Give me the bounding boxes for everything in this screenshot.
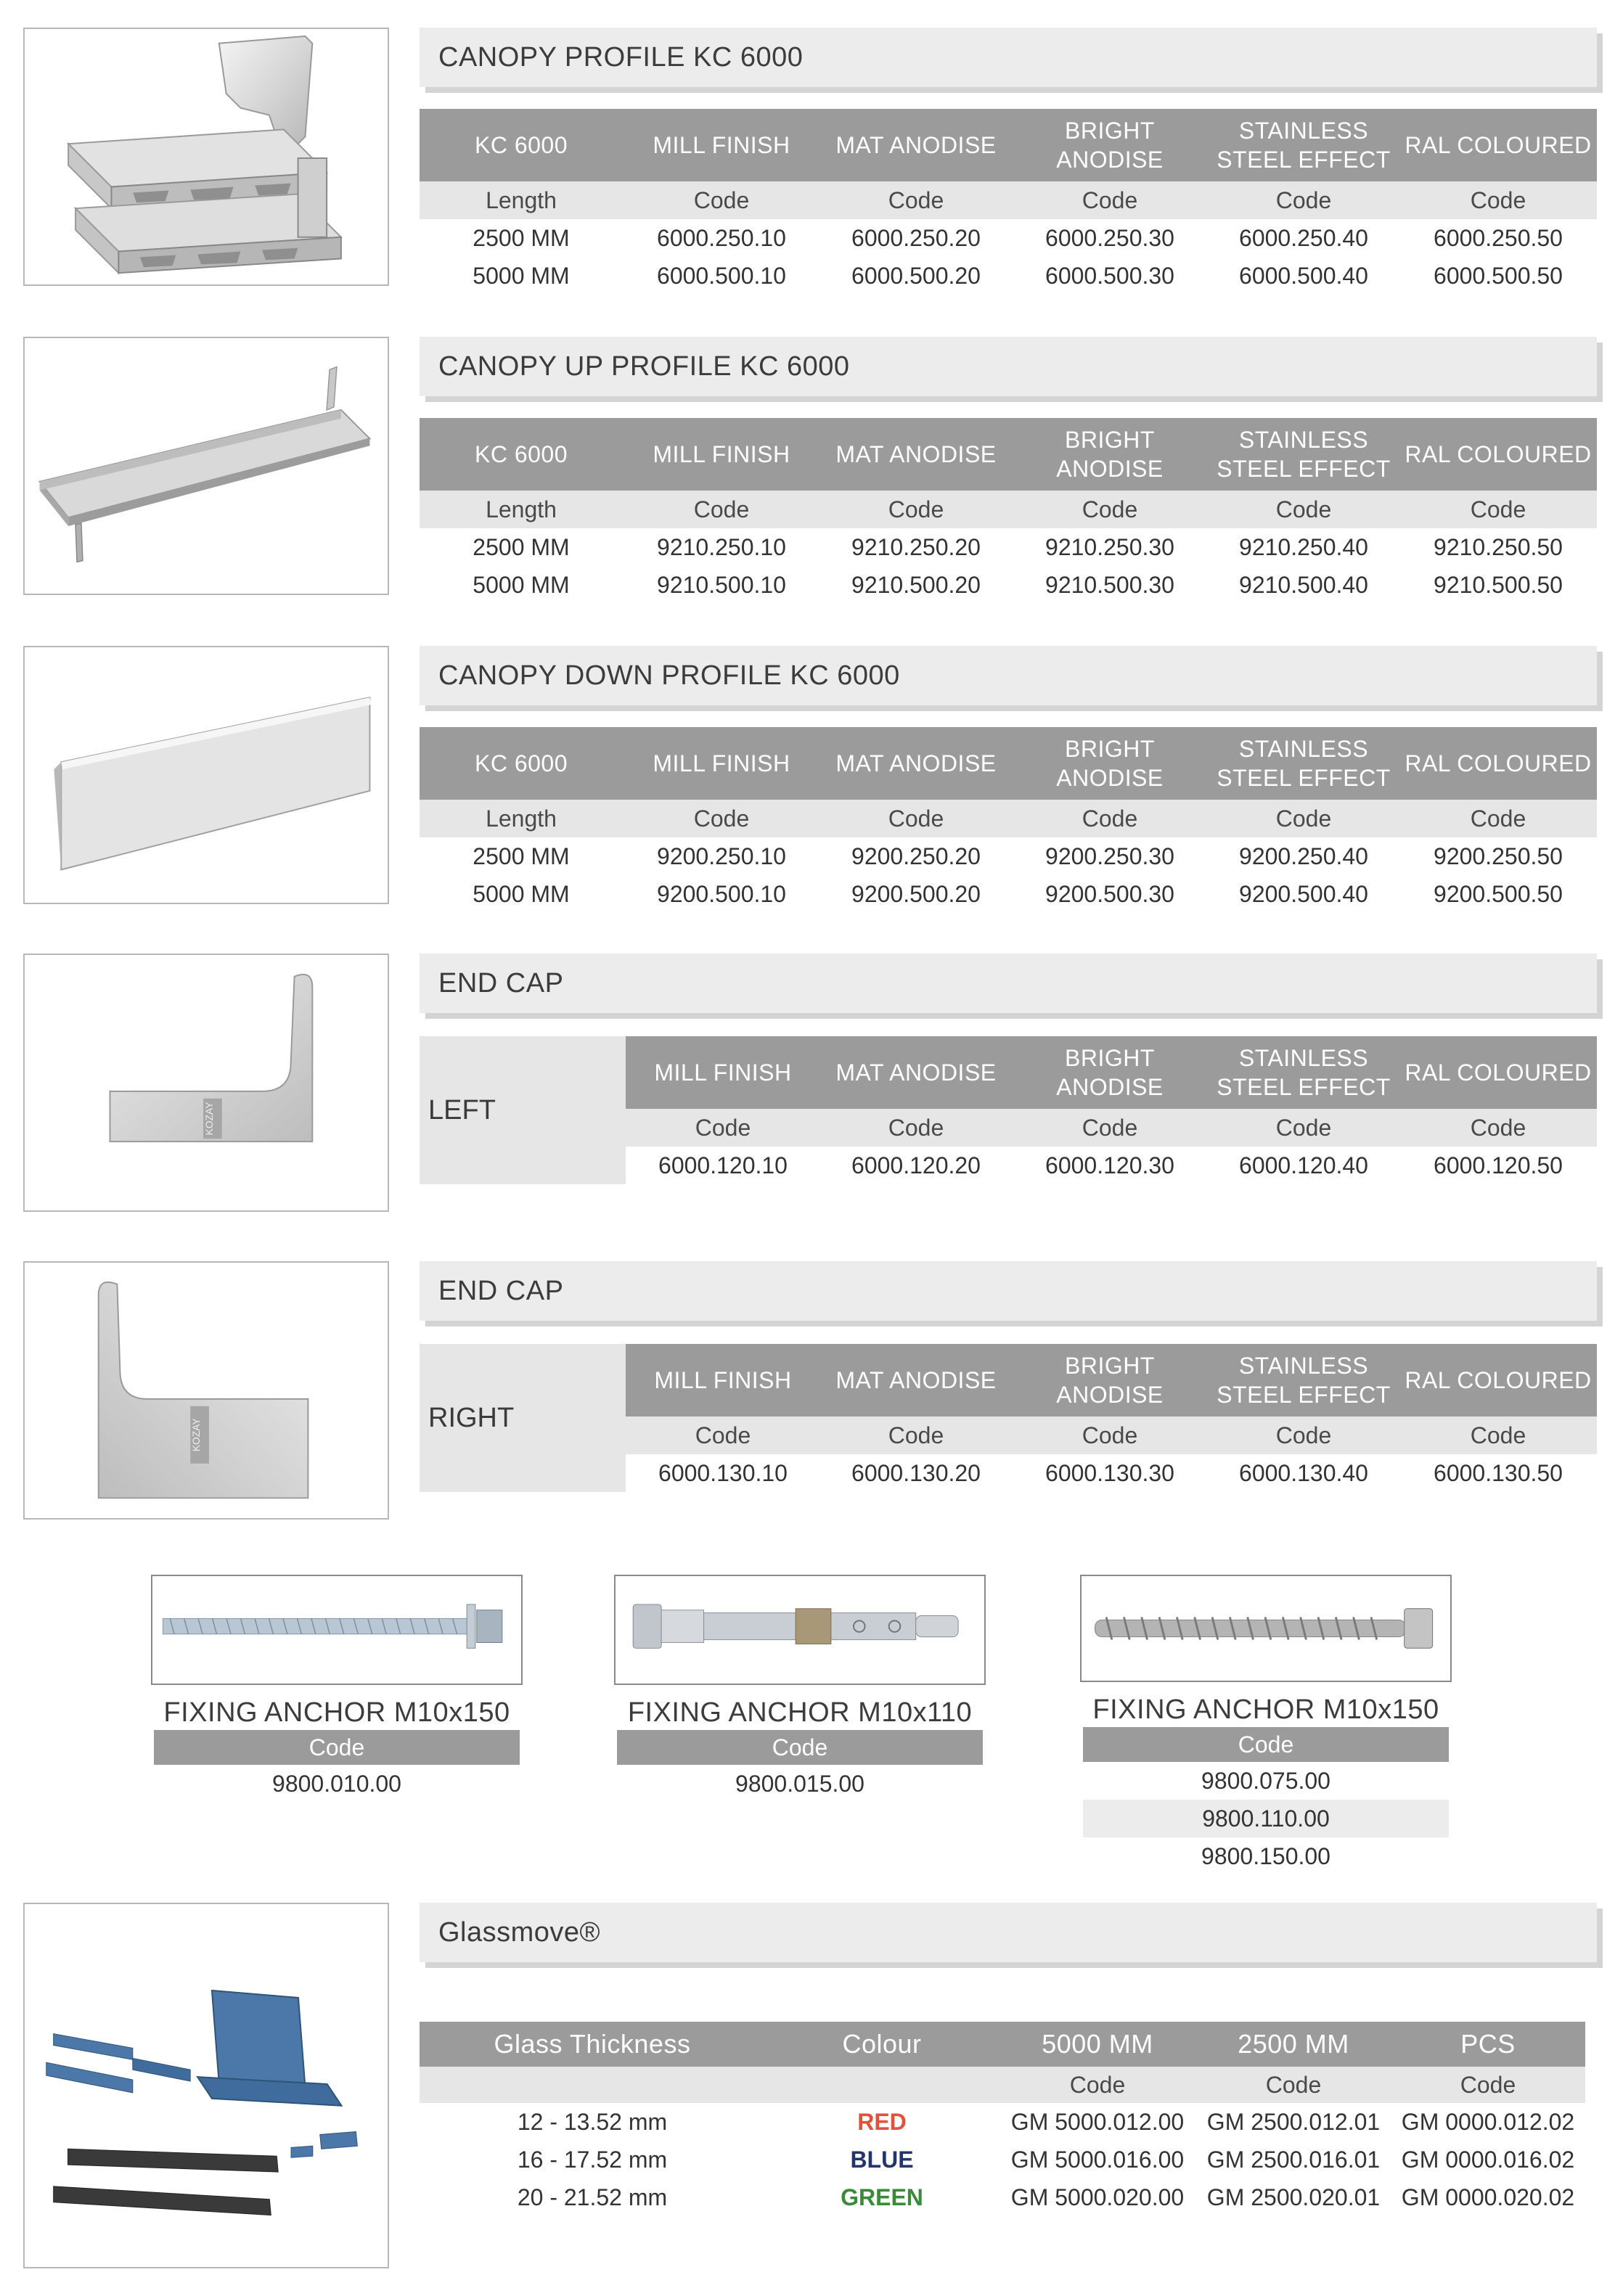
- header-mat-anodise: MAT ANODISE: [835, 1367, 997, 1393]
- profile-2-table: [420, 418, 1597, 604]
- table-row: [420, 837, 1597, 875]
- cell-code: 9200.500.20: [851, 880, 981, 907]
- profile-1-title-bar: [420, 28, 1597, 87]
- profile-3-title-bar: [420, 646, 1597, 705]
- anchor-3-code: 9800.150.00: [1201, 1843, 1330, 1869]
- header-ral: RAL COLOURED: [1405, 132, 1592, 158]
- header-mill-finish: MILL FINISH: [653, 441, 790, 467]
- cell-code: GM 2500.020.01: [1206, 2184, 1381, 2210]
- profile-1-title: CANOPY PROFILE KC 6000: [438, 41, 804, 73]
- anchor-3-name: FIXING ANCHOR M10x150: [1092, 1694, 1439, 1725]
- anchor-3-code-label: Code: [1083, 1727, 1449, 1762]
- table-subheader: [420, 2067, 1585, 2103]
- table-row: [420, 2103, 1585, 2141]
- cell-code: 6000.500.30: [1045, 262, 1174, 289]
- header-mill-finish: MILL FINISH: [654, 1059, 792, 1086]
- cell-code: 9210.250.10: [657, 533, 786, 560]
- cell-code: 6000.130.10: [658, 1459, 788, 1486]
- sub-code: Code: [1069, 2071, 1126, 2098]
- cell-length: 2500 MM: [473, 533, 570, 560]
- sub-code: Code: [1082, 1422, 1138, 1448]
- table-subheader: [420, 181, 1597, 219]
- cell-code: 6000.130.20: [851, 1459, 981, 1486]
- anchor-1-code-label: Code: [154, 1730, 520, 1765]
- sub-code: Code: [1470, 805, 1526, 832]
- sub-code: Code: [888, 1114, 944, 1141]
- sub-code: Code: [695, 1114, 751, 1141]
- header-stainless: STAINLESS STEEL EFFECT: [1217, 427, 1391, 482]
- cell-length: 5000 MM: [473, 262, 570, 289]
- table-row: [420, 2178, 1585, 2216]
- cell-code: 6000.250.20: [851, 224, 981, 251]
- header-colour: Colour: [842, 2029, 922, 2059]
- glassmove-table: [420, 2022, 1585, 2216]
- cell-code: 6000.250.40: [1239, 224, 1368, 251]
- table-header: [420, 418, 1597, 491]
- profile-2-title: CANOPY UP PROFILE KC 6000: [438, 350, 850, 382]
- cell-code: 9200.500.40: [1239, 880, 1368, 907]
- header-stainless: STAINLESS STEEL EFFECT: [1217, 118, 1391, 173]
- cell-code: GM 5000.020.00: [1010, 2184, 1185, 2210]
- sub-code: Code: [1275, 186, 1332, 213]
- sub-length: Length: [486, 186, 557, 213]
- anchor-3: [1080, 1575, 1452, 1875]
- table-row: [420, 566, 1597, 604]
- header-stainless: STAINLESS STEEL EFFECT: [1217, 1353, 1391, 1408]
- cell-code: 9200.250.40: [1239, 842, 1368, 869]
- table-subheader: [626, 1109, 1597, 1147]
- sub-code: Code: [1265, 2071, 1322, 2098]
- header-mat-anodise: MAT ANODISE: [835, 750, 997, 776]
- sub-code: Code: [693, 186, 750, 213]
- header-bright-anodise: BRIGHT ANODISE: [1056, 1353, 1164, 1408]
- table-header: [626, 1344, 1597, 1416]
- header-mat-anodise: MAT ANODISE: [835, 132, 997, 158]
- cell-length: 5000 MM: [473, 571, 570, 598]
- table-row: [420, 875, 1597, 913]
- cell-code: 9210.250.20: [851, 533, 981, 560]
- cell-code: 9200.250.30: [1045, 842, 1174, 869]
- end-cap-right-image: [23, 1261, 389, 1520]
- cell-code: 9210.250.40: [1239, 533, 1368, 560]
- side-label: LEFT: [420, 1036, 626, 1184]
- cell-code: 9210.500.50: [1434, 571, 1563, 598]
- header-ral: RAL COLOURED: [1405, 750, 1592, 776]
- end-cap-left-title-bar: [420, 954, 1597, 1013]
- cell-code: 6000.250.50: [1434, 224, 1563, 251]
- cell-code: 6000.120.30: [1045, 1152, 1174, 1178]
- end-cap-right-logo: KOZAY: [190, 1418, 203, 1452]
- anchor-2-code-label: Code: [617, 1730, 983, 1765]
- cell-code: 6000.250.30: [1045, 224, 1174, 251]
- header-ral: RAL COLOURED: [1405, 1367, 1592, 1393]
- sub-length: Length: [486, 805, 557, 832]
- end-cap-left-table: [420, 1036, 1597, 1184]
- sub-code: Code: [888, 1422, 944, 1448]
- cell-code: 9200.250.50: [1434, 842, 1563, 869]
- sub-code: Code: [693, 805, 750, 832]
- concrete-screw-image: [1080, 1575, 1452, 1682]
- cell-code: 6000.120.10: [658, 1152, 788, 1178]
- header-bright-anodise: BRIGHT ANODISE: [1056, 118, 1164, 173]
- cell-thickness: 20 - 21.52 mm: [517, 2184, 668, 2210]
- cell-code: GM 0000.020.02: [1401, 2184, 1575, 2210]
- table-header: [420, 2022, 1585, 2067]
- threaded-rod-image: [151, 1575, 523, 1685]
- header-bright-anodise: BRIGHT ANODISE: [1056, 427, 1164, 482]
- sub-code: Code: [1082, 496, 1138, 522]
- end-cap-right-title-bar: [420, 1261, 1597, 1321]
- cell-length: 2500 MM: [473, 842, 570, 869]
- sub-code: Code: [888, 186, 944, 213]
- cell-thickness: 12 - 13.52 mm: [517, 2108, 668, 2135]
- cell-code: 9200.500.30: [1045, 880, 1174, 907]
- sub-code: Code: [1082, 1114, 1138, 1141]
- header-stainless: STAINLESS STEEL EFFECT: [1217, 1045, 1391, 1100]
- profile-1-table: [420, 109, 1597, 295]
- header-5000mm: 5000 MM: [1042, 2029, 1153, 2059]
- sub-empty: [765, 2067, 999, 2103]
- sub-code: Code: [1275, 805, 1332, 832]
- sub-empty: [420, 2067, 765, 2103]
- cell-code: GM 0000.012.02: [1401, 2108, 1575, 2135]
- header-model: KC 6000: [474, 132, 568, 158]
- table-header: [420, 727, 1597, 800]
- cell-code: GM 2500.012.01: [1206, 2108, 1381, 2135]
- table-subheader: [420, 491, 1597, 528]
- canopy-down-profile-image: [23, 646, 389, 904]
- cell-code: GM 5000.012.00: [1010, 2108, 1185, 2135]
- sub-code: Code: [1275, 1422, 1332, 1448]
- table-header: [420, 109, 1597, 181]
- header-bright-anodise: BRIGHT ANODISE: [1056, 736, 1164, 791]
- sub-code: Code: [1470, 1422, 1526, 1448]
- sub-code: Code: [888, 496, 944, 522]
- header-stainless: STAINLESS STEEL EFFECT: [1217, 736, 1391, 791]
- cell-code: 6000.250.10: [657, 224, 786, 251]
- end-cap-left-logo: KOZAY: [203, 1102, 215, 1136]
- cell-thickness: 16 - 17.52 mm: [517, 2146, 668, 2173]
- end-cap-right-table: [420, 1344, 1597, 1492]
- glassmove-title-bar: [420, 1903, 1597, 1962]
- cell-code: 9210.500.20: [851, 571, 981, 598]
- header-model: KC 6000: [474, 750, 568, 776]
- table-row: [626, 1454, 1597, 1492]
- canopy-profile-image: [23, 28, 389, 286]
- header-glass-thickness: Glass Thickness: [494, 2029, 691, 2059]
- header-pcs: PCS: [1460, 2029, 1516, 2059]
- header-2500mm: 2500 MM: [1238, 2029, 1349, 2059]
- table-row: [420, 2141, 1585, 2178]
- profile-2-title-bar: [420, 337, 1597, 396]
- cell-code: 6000.120.40: [1239, 1152, 1368, 1178]
- end-cap-left-image: [23, 954, 389, 1212]
- header-mat-anodise: MAT ANODISE: [835, 1059, 997, 1086]
- canopy-up-profile-image: [23, 337, 389, 595]
- cell-code: 6000.500.50: [1434, 262, 1563, 289]
- side-label: RIGHT: [420, 1344, 626, 1492]
- header-model: KC 6000: [474, 441, 568, 467]
- header-mat-anodise: MAT ANODISE: [835, 441, 997, 467]
- sub-code: Code: [695, 1422, 751, 1448]
- cell-code: 9200.500.10: [657, 880, 786, 907]
- header-ral: RAL COLOURED: [1405, 441, 1592, 467]
- table-subheader: [420, 800, 1597, 837]
- anchor-1-code: 9800.010.00: [272, 1771, 401, 1797]
- sub-code: Code: [888, 805, 944, 832]
- cell-length: 5000 MM: [473, 880, 570, 907]
- table-row: [420, 219, 1597, 257]
- header-mill-finish: MILL FINISH: [654, 1367, 792, 1393]
- table-header: [626, 1036, 1597, 1109]
- cell-code: 6000.130.50: [1434, 1459, 1563, 1486]
- cell-code: 9210.250.50: [1434, 533, 1563, 560]
- end-cap-left-title: END CAP: [438, 967, 564, 999]
- sub-code: Code: [1275, 496, 1332, 522]
- sub-code: Code: [1082, 805, 1138, 832]
- cell-colour: RED: [857, 2108, 907, 2135]
- sub-code: Code: [1470, 1114, 1526, 1141]
- sub-length: Length: [486, 496, 557, 522]
- sub-code: Code: [1275, 1114, 1332, 1141]
- cell-code: 9200.250.10: [657, 842, 786, 869]
- cell-colour: BLUE: [850, 2146, 914, 2173]
- profile-3-table: [420, 727, 1597, 913]
- sub-code: Code: [693, 496, 750, 522]
- table-row: [420, 257, 1597, 295]
- end-cap-right-title: END CAP: [438, 1275, 564, 1306]
- sleeve-anchor-image: [614, 1575, 986, 1685]
- cell-length: 2500 MM: [473, 224, 570, 251]
- cell-code: GM 0000.016.02: [1401, 2146, 1575, 2173]
- header-mill-finish: MILL FINISH: [653, 750, 790, 776]
- sub-code: Code: [1470, 496, 1526, 522]
- cell-code: 6000.120.50: [1434, 1152, 1563, 1178]
- sub-code: Code: [1460, 2071, 1516, 2098]
- anchor-1-name: FIXING ANCHOR M10x150: [163, 1697, 510, 1728]
- anchor-2-code: 9800.015.00: [735, 1771, 864, 1797]
- glassmove-title: Glassmove®: [438, 1916, 601, 1948]
- cell-code: 6000.120.20: [851, 1152, 981, 1178]
- header-mill-finish: MILL FINISH: [653, 132, 790, 158]
- cell-code: 6000.500.10: [657, 262, 786, 289]
- cell-code: 9200.500.50: [1434, 880, 1563, 907]
- cell-code: 9210.500.40: [1239, 571, 1368, 598]
- anchor-3-code: 9800.075.00: [1201, 1768, 1330, 1794]
- cell-code: 6000.130.30: [1045, 1459, 1174, 1486]
- anchor-2: [614, 1575, 986, 1803]
- anchor-2-name: FIXING ANCHOR M10x110: [627, 1697, 973, 1728]
- cell-code: 9210.250.30: [1045, 533, 1174, 560]
- sub-code: Code: [1470, 186, 1526, 213]
- cell-code: GM 2500.016.01: [1206, 2146, 1381, 2173]
- cell-code: 9210.500.30: [1045, 571, 1174, 598]
- cell-code: GM 5000.016.00: [1010, 2146, 1185, 2173]
- anchor-3-code: 9800.110.00: [1083, 1800, 1449, 1837]
- table-subheader: [626, 1416, 1597, 1454]
- glassmove-image: [23, 1903, 389, 2268]
- cell-colour: GREEN: [841, 2184, 923, 2210]
- cell-code: 9210.500.10: [657, 571, 786, 598]
- header-ral: RAL COLOURED: [1405, 1059, 1592, 1086]
- table-row: [420, 528, 1597, 566]
- cell-code: 6000.130.40: [1239, 1459, 1368, 1486]
- cell-code: 6000.500.20: [851, 262, 981, 289]
- profile-3-title: CANOPY DOWN PROFILE KC 6000: [438, 660, 900, 691]
- anchor-1: [151, 1575, 523, 1803]
- cell-code: 6000.500.40: [1239, 262, 1368, 289]
- header-bright-anodise: BRIGHT ANODISE: [1056, 1045, 1164, 1100]
- sub-code: Code: [1082, 186, 1138, 213]
- cell-code: 9200.250.20: [851, 842, 981, 869]
- table-row: [626, 1147, 1597, 1184]
